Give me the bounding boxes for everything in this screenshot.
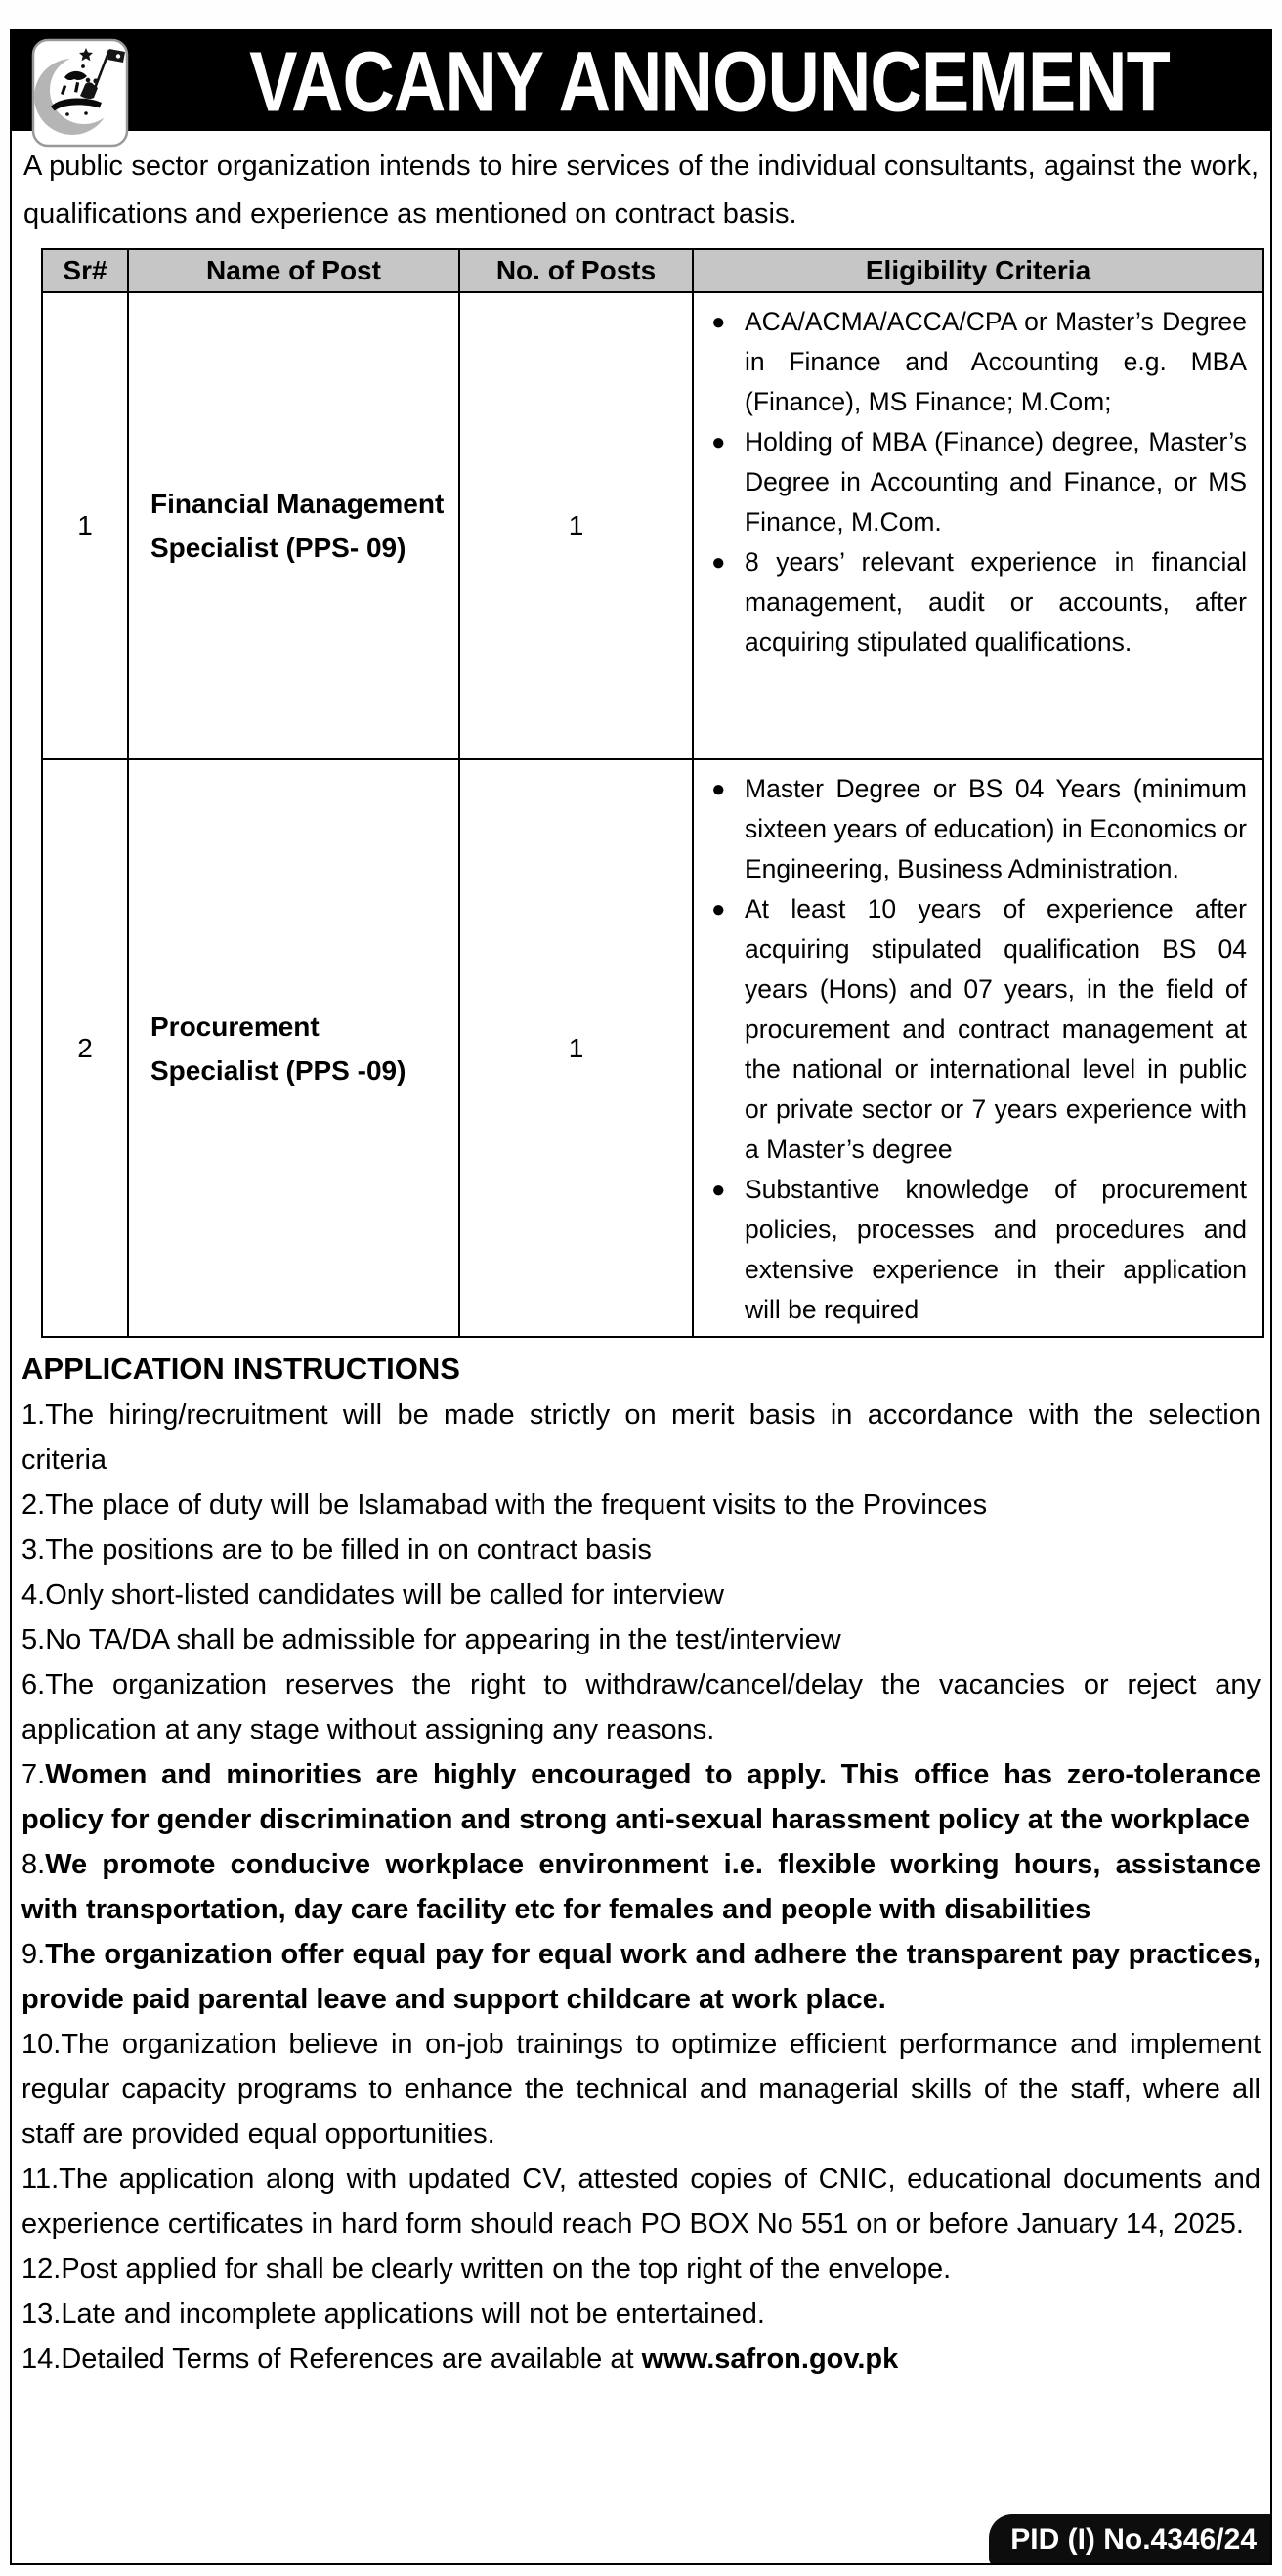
posts-count: 1 <box>459 292 693 759</box>
table-header-row <box>42 249 1263 292</box>
bullet-icon: ● <box>711 309 726 335</box>
instruction-number: 1. <box>21 1399 46 1431</box>
instruction-item <box>21 2022 1261 2157</box>
instruction-number: 6. <box>21 1669 46 1700</box>
intro-paragraph: A public sector organization intends to hire services of the individual consultants, against the work, qualifications and experience as mentioned on contract basis. <box>23 150 1259 230</box>
instruction-number: 3. <box>21 1534 46 1566</box>
criteria-bullet <box>704 889 1247 1170</box>
instruction-item <box>21 2247 1261 2292</box>
instruction-text: Only short-listed candidates will be called for interview <box>45 1579 724 1610</box>
instruction-number: 2. <box>21 1489 46 1521</box>
instruction-text: The place of duty will be Islamabad with the frequent visits to the Provinces <box>45 1489 988 1521</box>
eligibility-criteria <box>693 292 1263 759</box>
header-bar <box>12 31 1270 131</box>
instruction-number: 5. <box>21 1624 46 1655</box>
criteria-bullet <box>704 769 1247 889</box>
instruction-item <box>21 1572 1261 1617</box>
instruction-item <box>21 1393 1261 1482</box>
sr-number: 1 <box>42 292 128 759</box>
post-name: Procurement Specialist (PPS -09) <box>128 759 459 1337</box>
col-header-name: Name of Post <box>128 249 459 292</box>
instruction-text: The organization believe in on-job trainings to optimize efficient performance and implement regular capacity programs to enhance the technical and managerial skills of the staff, where all staff are provided equal opportunities. <box>21 2029 1261 2150</box>
criteria-text: Holding of MBA (Finance) degree, Master’s Degree in Accounting and Finance, or MS Finance, M.Com. <box>745 427 1247 537</box>
instruction-number: 9. <box>21 1939 46 1970</box>
instruction-item <box>21 2292 1261 2337</box>
instruction-number: 14. <box>21 2343 62 2375</box>
instruction-text: The organization reserves the right to withdraw/cancel/delay the vacancies or reject any application at any stage without assigning any reasons. <box>21 1669 1261 1745</box>
instruction-number: 10. <box>21 2029 62 2060</box>
table-row <box>42 759 1263 1337</box>
posts-count: 1 <box>459 759 693 1337</box>
safron-url: www.safron.gov.pk <box>641 2343 899 2375</box>
instruction-text: The positions are to be filled in on contract basis <box>45 1534 652 1566</box>
bullet-icon: ● <box>711 549 726 576</box>
post-name: Financial Management Specialist (PPS- 09) <box>128 292 459 759</box>
pid-badge: PID (I) No.4346/24 <box>989 2514 1272 2565</box>
posts-table <box>41 248 1264 1338</box>
instruction-text: Women and minorities are highly encouraged to apply. This office has zero-tolerance policy for gender discrimination and strong anti-sexual harassment policy at the workplace <box>21 1759 1261 1835</box>
instruction-item <box>21 1527 1261 1572</box>
instruction-number: 13. <box>21 2298 62 2330</box>
table-row <box>42 292 1263 759</box>
instruction-number: 11. <box>21 2164 60 2195</box>
instruction-item <box>21 1842 1261 1932</box>
instruction-text: Detailed Terms of References are available at <box>61 2343 642 2375</box>
col-header-criteria: Eligibility Criteria <box>693 249 1263 292</box>
bullet-icon: ● <box>711 429 726 455</box>
instruction-item <box>21 1662 1261 1752</box>
instruction-text: The organization offer equal pay for equal work and adhere the transparent pay practices, provide paid parental leave and support childcare at work place. <box>21 1939 1261 2015</box>
criteria-text: Substantive knowledge of procurement policies, processes and procedures and extensive experience in their application will be required <box>745 1175 1247 1324</box>
sr-number: 2 <box>42 759 128 1337</box>
criteria-bullet <box>704 542 1247 663</box>
instruction-text: Late and incomplete applications will not be entertained. <box>61 2298 765 2330</box>
instruction-text: No TA/DA shall be admissible for appearing in the test/interview <box>45 1624 841 1655</box>
instruction-number: 7. <box>21 1759 46 1790</box>
eligibility-criteria <box>693 759 1263 1337</box>
instruction-text: We promote conducive workplace environment i.e. flexible working hours, assistance with transportation, day care facility etc for females and people with disabilities <box>21 1849 1261 1925</box>
criteria-text: 8 years’ relevant experience in financial management, audit or accounts, after acquiring stipulated qualifications. <box>745 547 1247 657</box>
criteria-text: At least 10 years of experience after acquiring stipulated qualification BS 04 years (Hons) and 07 years, in the field of procurement and contract management at the national or international level in public or private sector or 7 years experience with a Master’s degree <box>745 894 1247 1164</box>
bullet-icon: ● <box>711 776 726 802</box>
advert-border-frame <box>10 29 1272 2565</box>
col-header-sr: Sr# <box>42 249 128 292</box>
instruction-number: 8. <box>21 1849 46 1880</box>
instruction-item <box>21 1752 1261 1842</box>
instruction-item <box>21 1617 1261 1662</box>
instructions-list <box>21 1393 1261 2382</box>
bullet-icon: ● <box>711 896 726 923</box>
instruction-number: 4. <box>21 1579 46 1610</box>
criteria-text: Master Degree or BS 04 Years (minimum sixteen years of education) in Economics or Engineering, Business Administration. <box>745 774 1247 883</box>
criteria-bullet <box>704 1170 1247 1330</box>
azm-e-istehkam-logo-icon <box>31 38 129 148</box>
instruction-text: The hiring/recruitment will be made strictly on merit basis in accordance with the selection criteria <box>21 1399 1261 1476</box>
instruction-item <box>21 2157 1261 2247</box>
criteria-text: ACA/ACMA/ACCA/CPA or Master’s Degree in Finance and Accounting e.g. MBA (Finance), MS Finance; M.Com; <box>745 307 1247 416</box>
instruction-item <box>21 1482 1261 1527</box>
application-instructions-heading: APPLICATION INSTRUCTIONS <box>21 1352 460 1386</box>
bullet-icon: ● <box>711 1177 726 1203</box>
criteria-bullet <box>704 422 1247 542</box>
instruction-text: Post applied for shall be clearly written on the top right of the envelope. <box>61 2254 952 2285</box>
instruction-number: 12. <box>21 2254 62 2285</box>
col-header-posts: No. of Posts <box>459 249 693 292</box>
instruction-item <box>21 1932 1261 2022</box>
instruction-text: The application along with updated CV, attested copies of CNIC, educational documents and experience certificates in hard form should reach PO BOX No 551 on or before January 14, 2025. <box>21 2164 1261 2240</box>
page-title: VACANY ANNOUNCEMENT <box>249 33 1170 129</box>
criteria-bullet <box>704 302 1247 422</box>
instruction-item <box>21 2337 1261 2382</box>
